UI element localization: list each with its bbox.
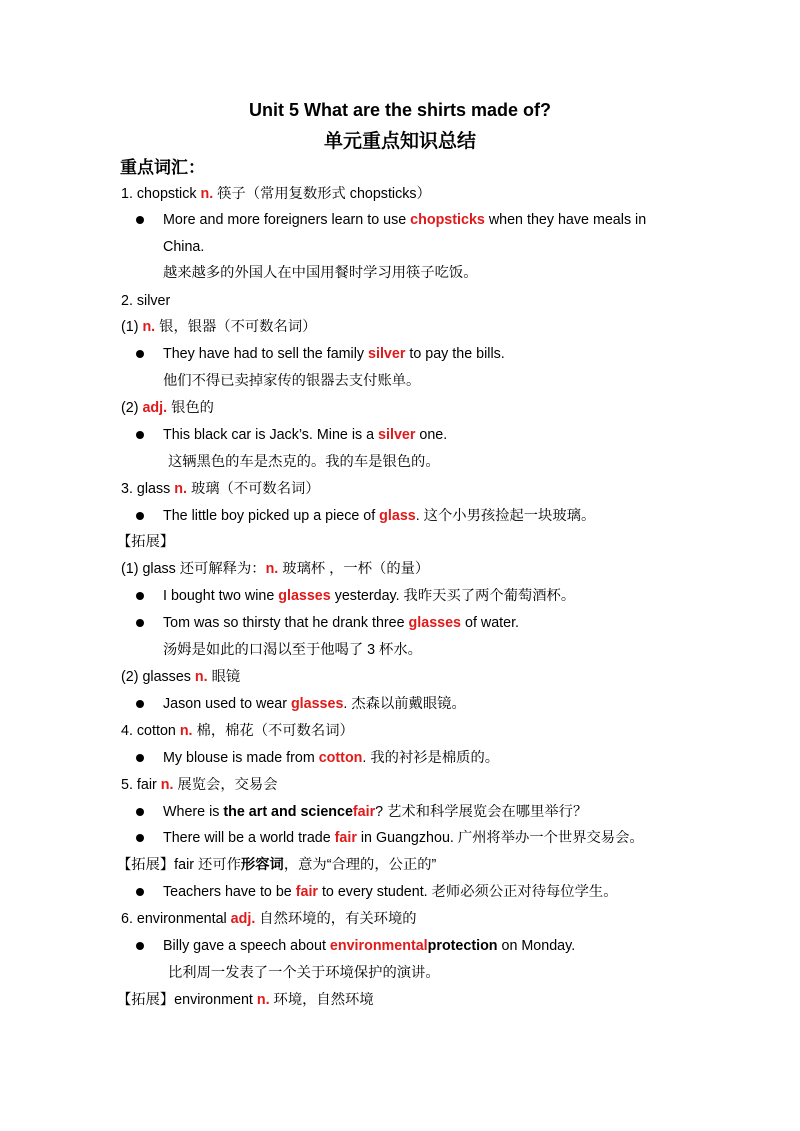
example-sentence-cont: China. — [163, 239, 205, 255]
vocab-entry-fair: 5. fair n. 展览会，交易会 — [121, 777, 278, 793]
example-translation: 这辆黑色的车是杰克的。我的车是银色的。 — [168, 454, 440, 470]
page-subtitle: 单元重点知识总结 — [323, 131, 476, 152]
sense-line: (2) adj. 银色的 — [121, 400, 214, 416]
extension-line: 【拓展】environment n. 环境，自然环境 — [117, 992, 374, 1008]
bullet-icon — [136, 512, 144, 520]
bullet-icon — [136, 216, 144, 224]
section-heading: 重点词汇： — [120, 158, 205, 177]
example-sentence: My blouse is made from cotton. 我的衬衫是棉质的。 — [163, 750, 500, 766]
example-translation: 越来越多的外国人在中国用餐时学习用筷子吃饭。 — [163, 265, 478, 281]
bullet-icon — [136, 700, 144, 708]
bullet-icon — [136, 808, 144, 816]
bullet-icon — [136, 431, 144, 439]
sense-line: (2) glasses n. 眼镜 — [121, 669, 241, 685]
vocab-entry-chopstick: 1. chopstick n. 筷子（常用复数形式 chopsticks） — [121, 186, 431, 202]
sense-line: (1) glass 还可解释为：n. 玻璃杯 ，一杯（的量） — [121, 561, 430, 577]
sense-line: (1) n. 银，银器（不可数名词） — [121, 319, 317, 335]
example-translation: 他们不得已卖掉家传的银器去支付账单。 — [163, 373, 421, 389]
example-sentence: Jason used to wear glasses. 杰森以前戴眼镜。 — [163, 696, 466, 712]
vocab-entry-cotton: 4. cotton n. 棉，棉花（不可数名词） — [121, 723, 354, 739]
extension-label: 【拓展】 — [117, 534, 175, 550]
example-sentence: There will be a world trade fair in Guangzhou. 广州将举办一个世界交易会。 — [163, 830, 644, 846]
example-sentence: Billy gave a speech about environmentalprotection on Monday. — [163, 938, 576, 954]
bullet-icon — [136, 942, 144, 950]
example-sentence: More and more foreigners learn to use chopsticks when they have meals in — [163, 212, 647, 228]
vocab-entry-environmental: 6. environmental adj. 自然环境的，有关环境的 — [121, 911, 417, 927]
example-sentence: This black car is Jack’s. Mine is a silver one. — [163, 427, 448, 443]
vocab-entry-glass: 3. glass n. 玻璃（不可数名词） — [121, 481, 320, 497]
example-translation: 汤姆是如此的口渴以至于他喝了 3 杯水。 — [163, 642, 422, 658]
bullet-icon — [136, 754, 144, 762]
bullet-icon — [136, 592, 144, 600]
extension-line: 【拓展】fair 还可作形容词，意为“合理的，公正的” — [117, 857, 437, 873]
example-translation: 比利周一发表了一个关于环境保护的演讲。 — [168, 965, 440, 981]
page-title: Unit 5 What are the shirts made of? — [248, 100, 552, 120]
example-sentence: They have had to sell the family silver to pay the bills. — [163, 346, 505, 362]
bullet-icon — [136, 834, 144, 842]
example-sentence: I bought two wine glasses yesterday. 我昨天买了两个葡萄酒杯。 — [163, 588, 576, 604]
example-sentence: The little boy picked up a piece of glass. 这个小男孩捡起一块玻璃。 — [163, 508, 596, 524]
example-sentence: Tom was so thirsty that he drank three glasses of water. — [163, 615, 520, 631]
bullet-icon — [136, 350, 144, 358]
bullet-icon — [136, 619, 144, 627]
example-sentence: Teachers have to be fair to every student. 老师必须公正对待每位学生。 — [163, 884, 618, 900]
bullet-icon — [136, 888, 144, 896]
example-sentence: Where is the art and sciencefair? 艺术和科学展览会在哪里举行？ — [163, 804, 588, 820]
vocab-entry-silver: 2. silver — [121, 293, 171, 309]
